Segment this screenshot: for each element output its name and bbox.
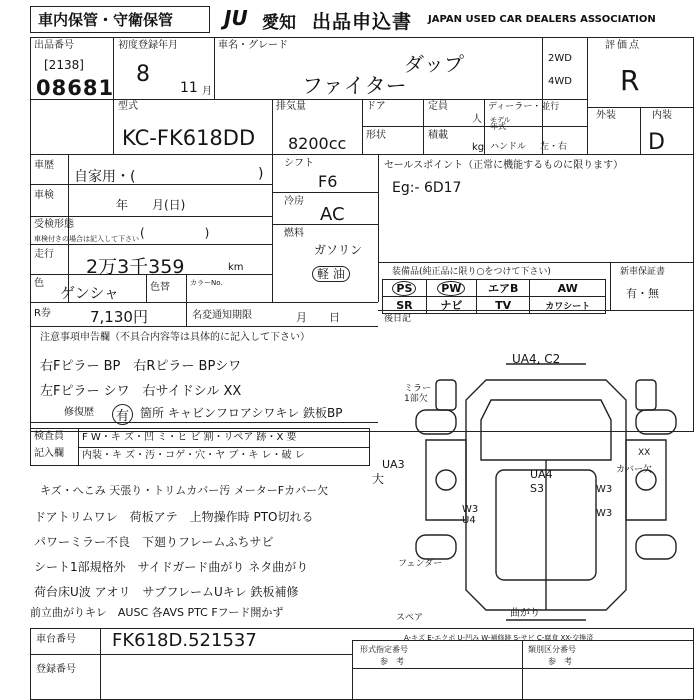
fuel-diesel: 軽 油 xyxy=(312,266,350,282)
storage-label: 車内保管・守衛保管 xyxy=(38,11,174,29)
hw-line5: 荷台床U波 アオリ サブフレームUキレ 鉄板補修 xyxy=(34,585,299,599)
inspector-row1: F W・キ ズ・凹 ミ・ヒ ビ 割・リペア 跡・X 要 xyxy=(82,432,297,443)
history-label: 車歴 xyxy=(34,160,54,171)
diag-ua4-s3: UA4 S3 xyxy=(530,468,553,495)
color-value: ゲンシャ xyxy=(60,284,120,302)
reg-number-label: 登録番号 xyxy=(36,664,76,675)
eval-score: R xyxy=(620,64,640,97)
hw-line2: ドアトリムワレ 荷板アテ 上物操作時 PTO切れる xyxy=(34,510,314,524)
handle-value: 左・右 xyxy=(540,142,568,152)
diag-mark-large: 大 xyxy=(372,472,385,486)
displacement-label: 排気量 xyxy=(276,101,306,112)
door-label: ドア xyxy=(366,101,386,112)
fuel-gasoline: ガソリン xyxy=(314,243,363,257)
lot-label: 出品番号 xyxy=(34,40,74,51)
name-line1: ダップ xyxy=(404,52,464,76)
diag-cover-missing: カバー欠 xyxy=(616,465,653,475)
brand-name: 愛知 xyxy=(262,13,296,33)
load-label: 積載 xyxy=(428,130,448,141)
reference-label-2: 参 考 xyxy=(548,657,572,666)
inspector-row2: 内装・キ ズ・汚・コゲ・穴・ヤ ブ・キ レ・破 レ xyxy=(82,450,305,461)
inspect-label: 車検 xyxy=(34,190,54,201)
history-close: ) xyxy=(258,166,264,182)
reg-label: 初度登録年月 xyxy=(118,40,178,51)
hw-spare: スペア xyxy=(396,613,424,623)
repair-label: 修復歴 xyxy=(64,407,94,418)
chassis-label: 車台番号 xyxy=(36,634,76,645)
notes-line2: 左Fピラー シワ 右サイドシル XX xyxy=(40,384,242,399)
r-label: R券 xyxy=(34,308,51,319)
ac-value: AC xyxy=(320,204,345,225)
ju-logo: JU xyxy=(224,6,248,30)
diag-mark-xx: XX xyxy=(638,448,651,458)
model-year-label2: 年式 xyxy=(490,122,506,131)
diag-ua3: UA3 xyxy=(382,458,405,471)
name-line2: ファイター xyxy=(302,74,407,98)
warranty-label: 新車保証書 xyxy=(620,267,666,277)
hw-line4: シート1部規格外 サイドガード曲がり ネタ曲がり xyxy=(34,560,309,574)
equip-ps: PS xyxy=(383,280,427,297)
diag-mirror: ミラー 1部欠 xyxy=(404,384,432,404)
chassis-value: FK618D.521537 xyxy=(112,630,257,651)
exterior-label: 外装 xyxy=(596,110,616,121)
recycle-sub: 車検付きの場合は記入して下さい xyxy=(34,235,139,243)
load-unit: kg xyxy=(472,142,485,153)
hw-line6: 前立曲がりキレ AUSC 各AVS PTC Fフード開かず xyxy=(30,606,284,619)
form-title: 出品申込書 xyxy=(312,11,413,33)
diag-w3-b: W3 xyxy=(596,484,613,495)
inspector-label1: 検査員 xyxy=(34,431,64,442)
repair-value: 有 xyxy=(112,404,133,425)
equip-leather: カワシート xyxy=(530,297,606,314)
name-label: 車名・グレード xyxy=(218,40,288,51)
drive-4wd: 4WD xyxy=(548,76,572,87)
model-value: KC-FK618DD xyxy=(122,126,256,150)
r-value: 7,130円 xyxy=(90,308,148,326)
ac-label: 冷房 xyxy=(284,196,304,207)
drive-2wd: 2WD xyxy=(548,53,572,64)
equipment-table xyxy=(382,279,606,314)
notice-label: 名変通知期限 xyxy=(192,310,252,321)
form-number-label: 形式指定番号 xyxy=(360,645,408,654)
seats-label: 定員 xyxy=(428,101,448,112)
warranty-value: 有・無 xyxy=(626,287,659,300)
equip-pw: PW xyxy=(426,280,476,297)
inspect-value: 年 月(日) xyxy=(116,198,186,212)
lot-number: 08681 xyxy=(36,76,115,100)
color-label: 色 xyxy=(34,278,44,289)
displacement-value: 8200cc xyxy=(288,134,347,153)
sales-label: セールスポイント（正常に機能するものに限ります） xyxy=(384,160,624,171)
model-label: 型式 xyxy=(118,101,138,112)
inspector-label2: 記入欄 xyxy=(34,448,64,459)
eval-label: 評価点 xyxy=(605,40,641,51)
mileage-unit: km xyxy=(228,262,244,273)
class-number-label: 類別区分番号 xyxy=(528,645,576,654)
notes-line1: 右Fピラー BP 右Rピラー BPシワ xyxy=(40,359,242,374)
mileage-label: 走行 xyxy=(34,249,54,260)
color-code-label: カラーNo. xyxy=(190,279,223,287)
mileage-value: 2万3千359 xyxy=(86,256,185,278)
lot-sub: [2138] xyxy=(44,58,84,72)
history-value: 自家用・( xyxy=(74,169,136,185)
equip-sr: SR xyxy=(383,297,427,314)
association-name: JAPAN USED CAR DEALERS ASSOCIATION xyxy=(428,14,656,25)
note-label: 後日記 xyxy=(384,314,412,324)
fuel-label: 燃料 xyxy=(284,228,304,239)
color-change-label: 色替 xyxy=(150,282,170,293)
diag-w3-c: W3 xyxy=(596,508,613,519)
reg-month-unit: 月 xyxy=(202,86,212,97)
recycle-label: 受検形態 xyxy=(34,219,74,230)
exterior-value: D xyxy=(648,130,665,155)
diag-fender: フェンダー xyxy=(398,559,443,569)
diag-bent: 曲がり xyxy=(510,608,540,619)
equip-airbag: エアB xyxy=(476,280,529,297)
hw-line1: キズ・へこみ 天張り・トリムカバー汚 メーターFカバー欠 xyxy=(40,484,329,497)
model-year-label1: モデル xyxy=(490,116,511,124)
dealer-label: ディーラー・並行 xyxy=(488,102,560,112)
diag-ua-c2: UA4, C2 xyxy=(512,352,561,366)
notes-label: 注意事項申告欄（不具合内容等は具体的に記入して下さい） xyxy=(40,332,310,343)
repair-detail: 箇所 キャビンフロアシワキレ 鉄板BP xyxy=(140,406,343,420)
sales-value: Eg:- 6D17 xyxy=(392,180,462,196)
shape-label: 形状 xyxy=(366,130,386,141)
interior-label: 内装 xyxy=(652,110,672,121)
seats-unit: 人 xyxy=(472,114,482,125)
notice-value: 月 日 xyxy=(296,311,340,324)
shift-value: F6 xyxy=(318,172,338,191)
equip-navi: ナビ xyxy=(426,297,476,314)
hw-line3: パワーミラー不良 下廻りフレームふちサビ xyxy=(34,535,274,549)
equip-aw: AW xyxy=(530,280,606,297)
damage-codes: A-キズ E-エクボ U-凹み W-補修跡 S-サビ C-腐食 XX-交換済 xyxy=(404,634,594,642)
equip-tv: TV xyxy=(476,297,529,314)
equipment-label: 装備品(純正品に限り○をつけて下さい) xyxy=(392,267,551,277)
shift-label: シフト xyxy=(284,158,314,169)
diag-w3-u4: W3 U4 xyxy=(462,504,479,526)
recycle-paren: ( ) xyxy=(140,226,210,240)
reg-month: 11 xyxy=(180,80,198,96)
reg-year: 8 xyxy=(136,62,150,87)
handle-label: ハンドル xyxy=(490,142,527,152)
reference-label-1: 参 考 xyxy=(380,657,404,666)
